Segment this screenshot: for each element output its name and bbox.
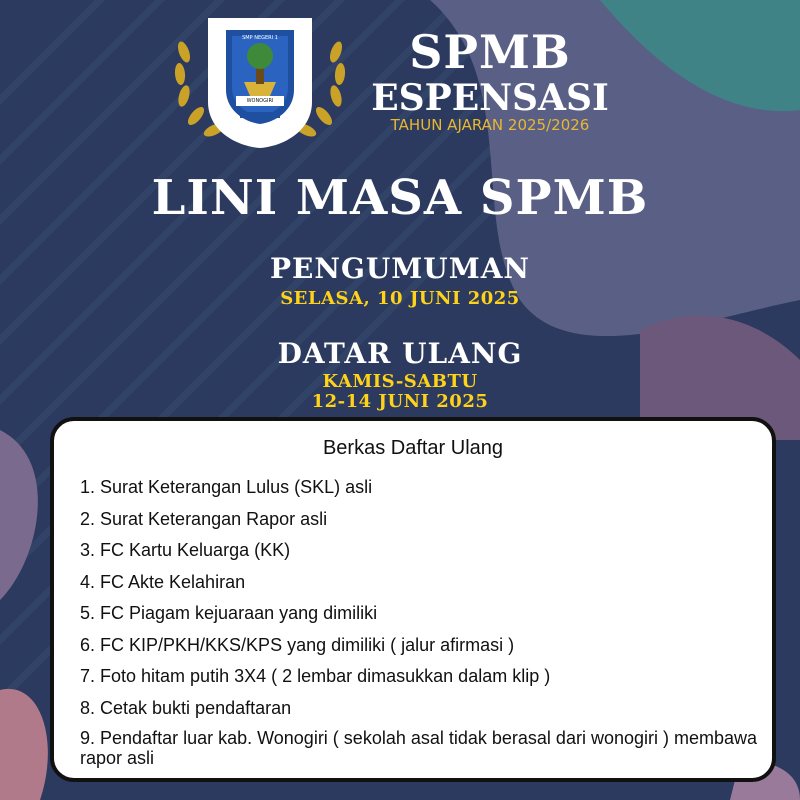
logo-bottom-text: WONOGIRI [246, 98, 274, 104]
title-espensasi: ESPENSASI [371, 77, 609, 119]
list-item: 1. Surat Keterangan Lulus (SKL) asli [80, 477, 373, 497]
list-item: 4. FC Akte Kelahiran [80, 571, 246, 592]
reregistration-dates: 12-14 JUNI 2025 [311, 391, 489, 412]
list-item: 5. FC Piagam kejuaraan yang dimiliki [80, 603, 378, 623]
header-title-block [340, 25, 640, 134]
academic-year: TAHUN AJARAN 2025/2026 [390, 116, 590, 134]
list-item: 3. FC Kartu Keluarga (KK) [80, 540, 291, 560]
requirements-card [50, 417, 776, 782]
school-logo [170, 12, 350, 152]
announcement-title: PENGUMUMAN [269, 252, 531, 285]
card-title: Berkas Daftar Ulang [322, 437, 504, 459]
logo-top-text: SMP NEGERI 1 [242, 35, 278, 41]
title-spmb: SPMB [409, 25, 571, 79]
list-item: 7. Foto hitam putih 3X4 ( 2 lembar dimasukkan dalam klip ) [80, 666, 551, 686]
list-item: 2. Surat Keterangan Rapor asli [80, 508, 328, 529]
list-item: 8. Cetak bukti pendaftaran [80, 697, 292, 718]
reregistration-days: KAMIS-SABTU [322, 371, 478, 392]
announcement-date: SELASA, 10 JUNI 2025 [280, 288, 520, 309]
page-title: LINI MASA SPMB [151, 170, 649, 226]
reregistration-title: DATAR ULANG [277, 337, 523, 370]
list-item: 6. FC KIP/PKH/KKS/KPS yang dimiliki ( jalur afirmasi ) [80, 634, 515, 655]
requirements-list [80, 476, 772, 768]
laurel-emblem-icon [170, 12, 350, 152]
list-item: 9. Pendaftar luar kab. Wonogiri ( sekolah asal tidak berasal dari wonogiri ) membawa rapor asli [80, 728, 758, 768]
